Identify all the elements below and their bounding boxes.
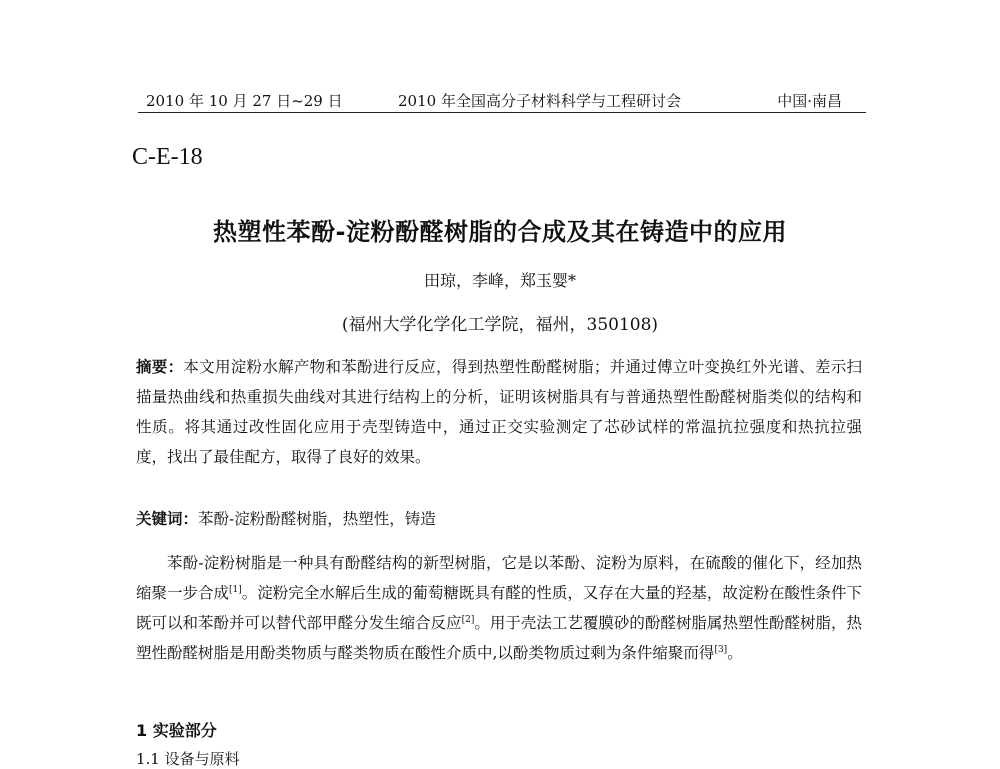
paper-code: C-E-18 [132,144,203,170]
section-heading-experimental: 1 实验部分 [136,721,217,740]
keywords-text: 苯酚-淀粉酚醛树脂，热塑性，铸造 [198,510,436,528]
affiliation: (福州大学化学化工学院，福州，350108) [341,315,659,335]
running-header [138,88,866,113]
abstract-text: 本文用淀粉水解产物和苯酚进行反应，得到热塑性酚醛树脂；并通过傅立叶变换红外光谱、差示扫描量热曲线和热重损失曲线对其进行结构上的分析，证明该树脂具有与普通热塑性酚醛树脂类似的结构和性质。将其通过改性固化应用于壳型铸造中，通过正交实验测定了芯砂试样的常温抗拉强度和热抗拉强度，找出了最佳配方，取得了良好的效果。 [136,358,862,466]
keywords-label: 关键词： [136,510,199,528]
intro-text-3: 。用于壳法工艺覆膜砂的酚醛树脂属热塑性酚醛树脂，热塑性酚醛树脂是用酚类物质与醛类物质在酸性介质中,以酚类物质过剩为条件缩聚而得 [136,614,862,662]
subsection-heading: 1.1 设备与原料 [136,750,240,768]
header-date: 2010 年 10 月 27 日~29 日 [146,92,343,110]
citation-2[interactable]: [2] [461,614,475,625]
intro-paragraph [136,548,862,668]
paper-title: 热塑性苯酚-淀粉酚醛树脂的合成及其在铸造中的应用 [213,218,787,246]
intro-text-1: 苯酚-淀粉树脂是一种具有酚醛结构的新型树脂，它是以苯酚、淀粉为原料，在硫酸的催化下，经加热缩聚一步合成 [136,554,862,602]
header-conference: 2010 年全国高分子材料科学与工程研讨会 [398,92,681,110]
abstract [136,352,862,472]
intro-text-4: 。 [727,644,743,662]
abstract-label: 摘要： [136,358,184,376]
citation-1[interactable]: [1] [229,584,242,595]
keywords [136,504,862,534]
citation-3[interactable]: [3] [714,644,728,655]
intro-text-2: 。淀粉完全水解后生成的葡萄糖既具有醛的性质，又存在大量的羟基，故淀粉在酸性条件下既可以和苯酚并可以替代部甲醛分发生缩合反应 [136,584,862,632]
authors: 田琼，李峰，郑玉婴* [423,271,576,290]
header-location: 中国·南昌 [777,92,842,110]
